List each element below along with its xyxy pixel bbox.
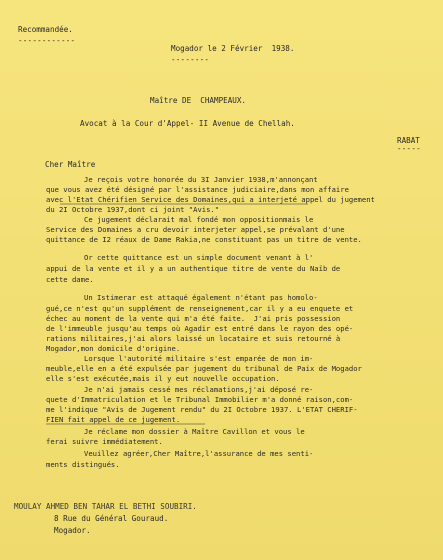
recipient-city: RABAT	[397, 136, 420, 145]
body-line: gué,ce n'est qu'un supplément de renseignement,car il y a eu enquete et	[46, 304, 354, 313]
city-rule: -----	[397, 144, 421, 153]
recommande-rule: ------------	[18, 36, 76, 45]
body-line: Or cette quittance est un simple document venant à l'	[84, 253, 314, 262]
body-line: meuble,elle en a été expulsée par jugement du tribunal de Paix de Mogador	[46, 364, 362, 373]
body-line: appui de la vente et il y a un authentique titre de vente du Naïb de	[46, 264, 341, 273]
body-line: Je réclame mon dossier à Maître Cavillon et vous le	[84, 427, 305, 436]
body-line: FIEN fait appel de ce jugement.	[46, 415, 181, 424]
signature-city: Mogador.	[54, 526, 91, 535]
body-line: Mogador,mon domicile d'origine.	[46, 344, 181, 353]
body-line: elle s'est exécutée,mais il y eut nouvelle occupation.	[46, 374, 280, 383]
body-line: Lorsque l'autorité militaire s'est emparée de mon im-	[84, 354, 314, 363]
recommande-label: Recommandée.	[18, 25, 73, 34]
body-line: ments distingués.	[46, 460, 120, 469]
body-line: échec au moment de la vente qui m'a été faite. J'ai pris possession	[46, 314, 341, 323]
recipient-address: Avocat à la Cour d'Appel- II Avenue de Chellah.	[80, 119, 295, 128]
body-line: ferai suivre immédiatement.	[46, 437, 163, 446]
body-line: du 2I Octobre 1937,dont ci joint "Avis."	[46, 205, 220, 214]
signature-street: 8 Rue du Général Gouraud.	[54, 514, 169, 523]
place-date: Mogador le 2 Février 1938.	[171, 44, 295, 53]
body-line: cette dame.	[46, 275, 94, 284]
body-line: Veuillez agréer,Cher Maître,l'assurance de mes senti-	[84, 449, 314, 458]
body-line: Service des Domaines a cru devoir interjeter appel,se prévalant d'une	[46, 225, 345, 234]
body-line: me l'indique "Avis de Jugement rendu" du 2I Octobre 1937. L'ETAT CHERIF-	[46, 405, 358, 414]
body-line: Je reçois votre honorée du 3I Janvier 1938,m'annonçant	[84, 175, 318, 184]
body-line: quittance de I2 réaux de Dame Rakia,ne constituant pas un titre de vente.	[46, 235, 362, 244]
date-rule: --------	[171, 55, 210, 64]
salutation: Cher Maître	[45, 160, 96, 169]
body-line: Un Istimerar est attaqué également n'étant pas homolo-	[84, 293, 318, 302]
body-line: Ce jugement déclarait mal fondé mon oppositionmais le	[84, 215, 314, 224]
body-line: que vous avez été désigné par l'assistance judiciaire,dans mon affaire	[46, 185, 349, 194]
body-line: quete d'Immatriculation et le Tribunal Immobilier m'a donné raison,com-	[46, 395, 354, 404]
body-line: rations militaires,j'ai alors laissé un locataire et suis retourné à	[46, 334, 341, 343]
recipient-name: Maître DE CHAMPEAUX.	[150, 96, 247, 105]
signature-name: MOULAY AHMED BEN TAHAR EL BETHI SOUBIRI.	[14, 502, 197, 511]
body-line: Je n'ai jamais cessé mes réclamations,j'ai déposé re-	[84, 385, 314, 394]
body-line: de l'immeuble jusqu'au temps où Agadir est entré dans le rayon des opé-	[46, 324, 354, 333]
body-line: avec l'Etat Chérifien Service des Domaines,qui a interjeté appel du jugement	[46, 195, 375, 204]
